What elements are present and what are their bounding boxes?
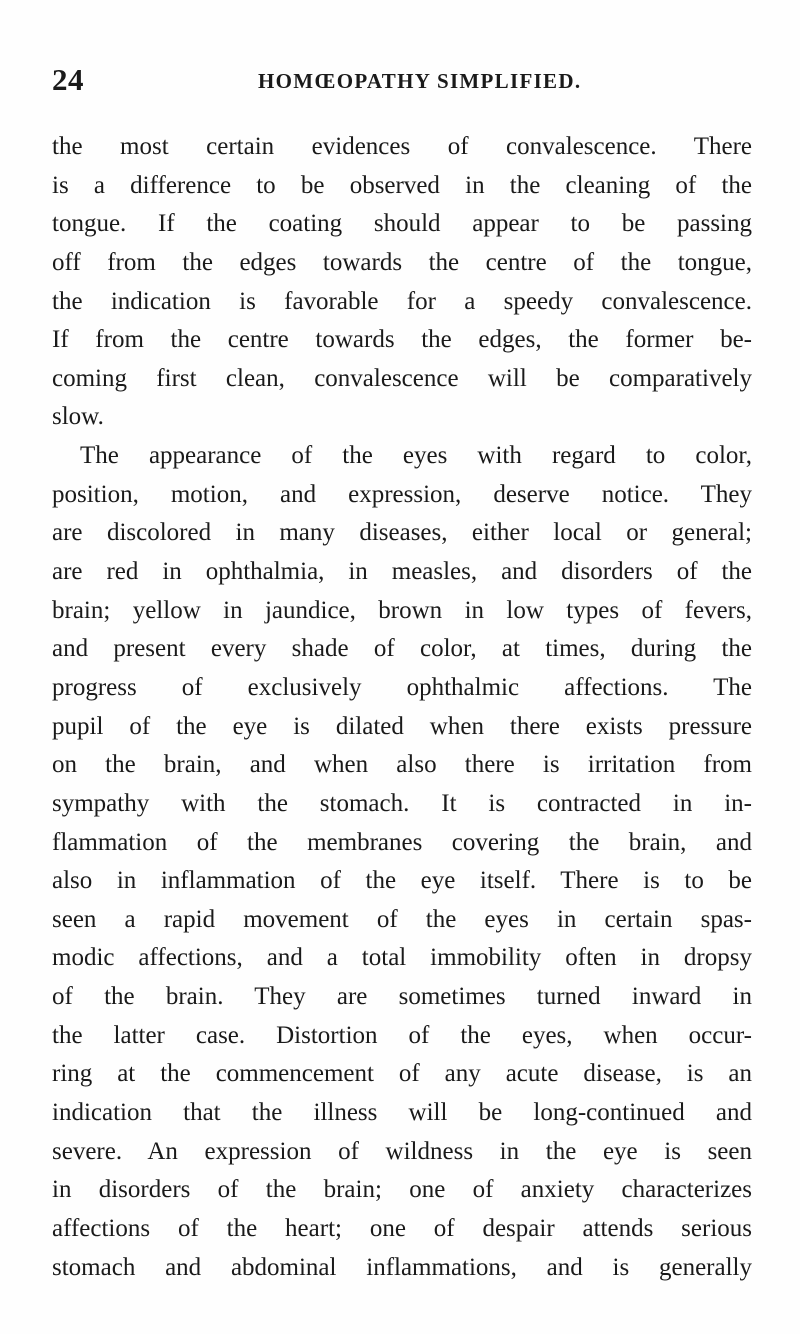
- text-line: stomach and abdominal inflammations, and is generally: [52, 1253, 752, 1281]
- body-text: [52, 128, 752, 1287]
- text-line: in disorders of the brain; one of anxiety characterizes: [52, 1176, 752, 1204]
- text-line: sympathy with the stomach. It is contracted in in-: [52, 789, 752, 817]
- text-line: the most certain evidences of convalescence. There: [52, 133, 752, 160]
- text-line: are red in ophthalmia, in measles, and disorders of the: [52, 558, 752, 586]
- text-line: also in inflammation of the eye itself. There is to be: [52, 867, 752, 895]
- text-line: of the brain. They are sometimes turned inward in: [52, 983, 752, 1011]
- text-line: on the brain, and when also there is irritation from: [52, 751, 752, 779]
- text-line: progress of exclusively ophthalmic affections. The: [52, 673, 752, 701]
- text-line: affections of the heart; one of despair attends serious: [52, 1214, 752, 1242]
- text-line: position, motion, and expression, deserve notice. They: [52, 480, 752, 508]
- text-line: The appearance of the eyes with regard to color,: [80, 442, 752, 470]
- text-line: tongue. If the coating should appear to be passing: [52, 210, 752, 238]
- text-line: slow.: [52, 403, 104, 431]
- text-line: indication that the illness will be long-continued and: [52, 1099, 752, 1127]
- text-line: the latter case. Distortion of the eyes, when occur-: [52, 1021, 752, 1049]
- page-number: 24: [52, 62, 84, 97]
- text-line: flammation of the membranes covering the brain, and: [52, 828, 752, 856]
- text-line: is a difference to be observed in the cleaning of the: [52, 171, 752, 199]
- text-line: and present every shade of color, at times, during the: [52, 635, 752, 663]
- text-line: the indication is favorable for a speedy convalescence.: [52, 287, 752, 315]
- text-line: severe. An expression of wildness in the eye is seen: [52, 1137, 752, 1165]
- text-line: brain; yellow in jaundice, brown in low types of fevers,: [52, 596, 752, 624]
- text-line: seen a rapid movement of the eyes in certain spas-: [52, 905, 752, 933]
- text-line: pupil of the eye is dilated when there exists pressure: [52, 712, 752, 740]
- text-line: modic affections, and a total immobility often in dropsy: [52, 944, 752, 972]
- text-line: are discolored in many diseases, either local or general;: [52, 519, 752, 547]
- text-line: coming first clean, convalescence will be comparatively: [52, 364, 752, 392]
- text-line: If from the centre towards the edges, the former be-: [52, 326, 752, 354]
- text-line: off from the edges towards the centre of the tongue,: [52, 248, 752, 276]
- text-line: ring at the commencement of any acute disease, is an: [52, 1060, 752, 1088]
- running-title: HOMŒOPATHY SIMPLIFIED.: [258, 69, 582, 93]
